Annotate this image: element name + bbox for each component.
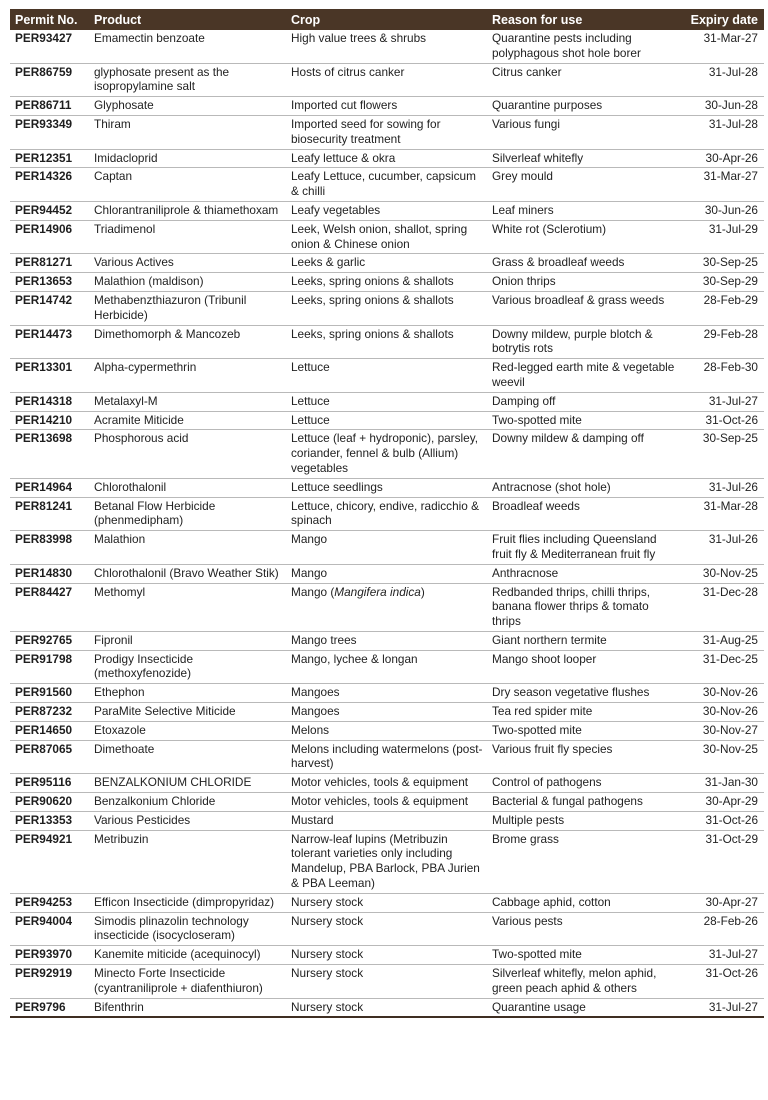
cell-crop: Nursery stock (286, 965, 487, 999)
table-row (10, 631, 764, 650)
cell-permit-no: PER90620 (10, 793, 89, 812)
cell-permit-no: PER9796 (10, 998, 89, 1017)
crop-text: Mango ( (291, 584, 335, 599)
cell-expiry-date: 31-Mar-27 (679, 30, 764, 63)
cell-permit-no: PER93427 (10, 30, 89, 63)
table-row (10, 703, 764, 722)
table-row (10, 30, 764, 63)
cell-reason: Quarantine pests including polyphagous shot hole borer (487, 30, 679, 63)
cell-permit-no: PER14210 (10, 411, 89, 430)
table-row (10, 254, 764, 273)
cell-product: Imidacloprid (89, 149, 286, 168)
cell-reason: Anthracnose (487, 564, 679, 583)
cell-product: ParaMite Selective Miticide (89, 703, 286, 722)
cell-crop: Mango trees (286, 631, 487, 650)
cell-expiry-date: 30-Apr-27 (679, 893, 764, 912)
cell-reason: Tea red spider mite (487, 703, 679, 722)
cell-reason: Quarantine usage (487, 998, 679, 1017)
cell-expiry-date: 30-Apr-29 (679, 793, 764, 812)
cell-permit-no: PER91798 (10, 650, 89, 684)
cell-crop: Lettuce seedlings (286, 478, 487, 497)
cell-product: Benzalkonium Chloride (89, 793, 286, 812)
cell-expiry-date: 30-Nov-25 (679, 564, 764, 583)
cell-product: Metalaxyl-M (89, 392, 286, 411)
table-row (10, 201, 764, 220)
cell-permit-no: PER83998 (10, 531, 89, 565)
table-row (10, 97, 764, 116)
cell-crop: Melons (286, 721, 487, 740)
table-row (10, 63, 764, 97)
cell-product: Triadimenol (89, 220, 286, 254)
cell-expiry-date: 28-Feb-29 (679, 291, 764, 325)
header-product: Product (89, 9, 286, 30)
cell-reason: Fruit flies including Queensland fruit fly & Mediterranean fruit fly (487, 531, 679, 565)
cell-permit-no: PER14318 (10, 392, 89, 411)
cell-crop: Mustard (286, 811, 487, 830)
cell-expiry-date: 30-Jun-28 (679, 97, 764, 116)
table-row (10, 912, 764, 946)
cell-crop: Motor vehicles, tools & equipment (286, 793, 487, 812)
cell-reason: Various broadleaf & grass weeds (487, 291, 679, 325)
cell-reason: Various pests (487, 912, 679, 946)
cell-permit-no: PER94921 (10, 830, 89, 893)
table-row (10, 564, 764, 583)
cell-crop: Leafy Lettuce, cucumber, capsicum & chilli (286, 168, 487, 202)
cell-product: Methabenzthiazuron (Tribunil Herbicide) (89, 291, 286, 325)
table-row (10, 392, 764, 411)
header-permit-no: Permit No. (10, 9, 89, 30)
cell-crop: Leeks, spring onions & shallots (286, 273, 487, 292)
cell-permit-no: PER14906 (10, 220, 89, 254)
cell-reason: Silverleaf whitefly (487, 149, 679, 168)
cell-reason: Redbanded thrips, chilli thrips, banana flower thrips & tomato thrips (487, 583, 679, 631)
cell-permit-no: PER12351 (10, 149, 89, 168)
table-row (10, 830, 764, 893)
cell-reason: Various fungi (487, 115, 679, 149)
cell-permit-no: PER92919 (10, 965, 89, 999)
cell-permit-no: PER13698 (10, 430, 89, 478)
cell-product: Dimethoate (89, 740, 286, 774)
cell-product: Phosphorous acid (89, 430, 286, 478)
cell-expiry-date: 31-Oct-26 (679, 811, 764, 830)
table-row (10, 220, 764, 254)
cell-expiry-date: 29-Feb-28 (679, 325, 764, 359)
cell-reason: Two-spotted mite (487, 411, 679, 430)
cell-crop: Narrow-leaf lupins (Metribuzin tolerant varieties only including Mandelup, PBA Barlock, PBA Jurien & PBA Leeman) (286, 830, 487, 893)
cell-reason: Downy mildew & damping off (487, 430, 679, 478)
cell-product: Dimethomorph & Mancozeb (89, 325, 286, 359)
cell-crop: Mango (286, 531, 487, 565)
cell-reason: Red-legged earth mite & vegetable weevil (487, 359, 679, 393)
crop-text-suffix: ) (420, 584, 425, 599)
cell-product: Simodis plinazolin technology insecticide (isocycloseram) (89, 912, 286, 946)
cell-permit-no: PER13653 (10, 273, 89, 292)
cell-reason: Bacterial & fungal pathogens (487, 793, 679, 812)
cell-expiry-date: 31-Aug-25 (679, 631, 764, 650)
table-row (10, 531, 764, 565)
cell-crop: Nursery stock (286, 998, 487, 1017)
cell-product: Chlorothalonil (89, 478, 286, 497)
cell-crop: Mango, lychee & longan (286, 650, 487, 684)
cell-crop: Imported seed for sowing for biosecurity treatment (286, 115, 487, 149)
cell-product: Etoxazole (89, 721, 286, 740)
cell-reason: Dry season vegetative flushes (487, 684, 679, 703)
table-row (10, 946, 764, 965)
cell-expiry-date: 30-Nov-26 (679, 684, 764, 703)
cell-crop: Mangoes (286, 684, 487, 703)
cell-product: Chlorantraniliprole & thiamethoxam (89, 201, 286, 220)
cell-product: Metribuzin (89, 830, 286, 893)
cell-product: Acramite Miticide (89, 411, 286, 430)
cell-expiry-date: 31-Jul-28 (679, 63, 764, 97)
table-row (10, 893, 764, 912)
cell-permit-no: PER91560 (10, 684, 89, 703)
cell-expiry-date: 31-Jul-27 (679, 946, 764, 965)
table-row (10, 965, 764, 999)
cell-crop: Leeks, spring onions & shallots (286, 325, 487, 359)
cell-permit-no: PER94452 (10, 201, 89, 220)
cell-crop: Motor vehicles, tools & equipment (286, 774, 487, 793)
table-row (10, 721, 764, 740)
cell-product: glyphosate present as the isopropylamine salt (89, 63, 286, 97)
cell-permit-no: PER93970 (10, 946, 89, 965)
cell-crop: Imported cut flowers (286, 97, 487, 116)
cell-expiry-date: 30-Sep-25 (679, 254, 764, 273)
cell-permit-no: PER95116 (10, 774, 89, 793)
cell-product: Betanal Flow Herbicide (phenmedipham) (89, 497, 286, 531)
cell-product: Alpha-cypermethrin (89, 359, 286, 393)
cell-reason: Two-spotted mite (487, 946, 679, 965)
cell-permit-no: PER13301 (10, 359, 89, 393)
cell-permit-no: PER93349 (10, 115, 89, 149)
cell-reason: Multiple pests (487, 811, 679, 830)
cell-permit-no: PER84427 (10, 583, 89, 631)
cell-product: Efficon Insecticide (dimpropyridaz) (89, 893, 286, 912)
cell-crop: Leek, Welsh onion, shallot, spring onion & Chinese onion (286, 220, 487, 254)
table-row (10, 273, 764, 292)
cell-permit-no: PER94253 (10, 893, 89, 912)
cell-reason: Citrus canker (487, 63, 679, 97)
cell-permit-no: PER13353 (10, 811, 89, 830)
cell-expiry-date: 31-Jul-26 (679, 531, 764, 565)
table-row (10, 115, 764, 149)
table-row (10, 411, 764, 430)
cell-crop: Melons including watermelons (post-harvest) (286, 740, 487, 774)
cell-expiry-date: 30-Nov-27 (679, 721, 764, 740)
cell-product: Methomyl (89, 583, 286, 631)
cell-reason: Leaf miners (487, 201, 679, 220)
table-row (10, 497, 764, 531)
cell-reason: Control of pathogens (487, 774, 679, 793)
cell-crop: Leafy lettuce & okra (286, 149, 487, 168)
cell-expiry-date: 30-Apr-26 (679, 149, 764, 168)
cell-product: Malathion (maldison) (89, 273, 286, 292)
cell-reason: Onion thrips (487, 273, 679, 292)
cell-crop: Hosts of citrus canker (286, 63, 487, 97)
cell-expiry-date: 31-Dec-28 (679, 583, 764, 631)
cell-permit-no: PER14964 (10, 478, 89, 497)
cell-crop: Leeks & garlic (286, 254, 487, 273)
table-row (10, 359, 764, 393)
cell-product: Malathion (89, 531, 286, 565)
cell-reason: Downy mildew, purple blotch & botrytis rots (487, 325, 679, 359)
cell-product: Thiram (89, 115, 286, 149)
cell-product: Glyphosate (89, 97, 286, 116)
cell-product: Minecto Forte Insecticide (cyantraniliprole + diafenthiuron) (89, 965, 286, 999)
cell-crop: Lettuce (286, 392, 487, 411)
cell-permit-no: PER14742 (10, 291, 89, 325)
cell-permit-no: PER14473 (10, 325, 89, 359)
cell-expiry-date: 30-Nov-25 (679, 740, 764, 774)
cell-product: Chlorothalonil (Bravo Weather Stik) (89, 564, 286, 583)
cell-permit-no: PER81241 (10, 497, 89, 531)
cell-reason: Giant northern termite (487, 631, 679, 650)
cell-reason: Two-spotted mite (487, 721, 679, 740)
cell-permit-no: PER94004 (10, 912, 89, 946)
cell-expiry-date: 31-Jul-27 (679, 392, 764, 411)
table-row (10, 325, 764, 359)
header-row (10, 9, 764, 30)
cell-expiry-date: 31-Dec-25 (679, 650, 764, 684)
cell-reason: Cabbage aphid, cotton (487, 893, 679, 912)
header-crop: Crop (286, 9, 487, 30)
cell-crop: Nursery stock (286, 946, 487, 965)
cell-product: Bifenthrin (89, 998, 286, 1017)
cell-expiry-date: 31-Oct-26 (679, 965, 764, 999)
cell-crop: High value trees & shrubs (286, 30, 487, 63)
cell-expiry-date: 30-Sep-29 (679, 273, 764, 292)
cell-crop: Mangoes (286, 703, 487, 722)
cell-crop: Leafy vegetables (286, 201, 487, 220)
table-row (10, 650, 764, 684)
table-row (10, 149, 764, 168)
table-row (10, 811, 764, 830)
cell-expiry-date: 28-Feb-30 (679, 359, 764, 393)
cell-expiry-date: 30-Sep-25 (679, 430, 764, 478)
cell-expiry-date: 31-Mar-27 (679, 168, 764, 202)
table-row (10, 998, 764, 1017)
cell-crop: Lettuce (286, 411, 487, 430)
cell-crop: Mango (286, 564, 487, 583)
permit-table (10, 9, 764, 1018)
cell-reason: Silverleaf whitefly, melon aphid, green peach aphid & others (487, 965, 679, 999)
cell-permit-no: PER92765 (10, 631, 89, 650)
cell-permit-no: PER87065 (10, 740, 89, 774)
cell-product: Fipronil (89, 631, 286, 650)
cell-permit-no: PER14650 (10, 721, 89, 740)
cell-reason: Various fruit fly species (487, 740, 679, 774)
cell-reason: White rot (Sclerotium) (487, 220, 679, 254)
permit-table-container (10, 9, 764, 1018)
cell-product: Prodigy Insecticide (methoxyfenozide) (89, 650, 286, 684)
cell-crop: Lettuce (leaf + hydroponic), parsley, coriander, fennel & bulb (Allium) vegetables (286, 430, 487, 478)
cell-expiry-date: 31-Jul-26 (679, 478, 764, 497)
table-body (10, 30, 764, 1017)
cell-crop (286, 583, 487, 631)
table-row (10, 291, 764, 325)
cell-reason: Brome grass (487, 830, 679, 893)
cell-product: Various Actives (89, 254, 286, 273)
cell-product: Kanemite miticide (acequinocyl) (89, 946, 286, 965)
cell-reason: Antracnose (shot hole) (487, 478, 679, 497)
table-row (10, 583, 764, 631)
header-expiry-date: Expiry date (679, 9, 764, 30)
table-row (10, 478, 764, 497)
cell-crop: Leeks, spring onions & shallots (286, 291, 487, 325)
cell-crop: Lettuce (286, 359, 487, 393)
cell-reason: Mango shoot looper (487, 650, 679, 684)
cell-reason: Grass & broadleaf weeds (487, 254, 679, 273)
cell-expiry-date: 31-Jan-30 (679, 774, 764, 793)
cell-crop: Nursery stock (286, 893, 487, 912)
table-row (10, 774, 764, 793)
cell-crop: Lettuce, chicory, endive, radicchio & spinach (286, 497, 487, 531)
table-row (10, 740, 764, 774)
table-row (10, 430, 764, 478)
cell-expiry-date: 31-Jul-29 (679, 220, 764, 254)
cell-product: Various Pesticides (89, 811, 286, 830)
cell-permit-no: PER14326 (10, 168, 89, 202)
cell-permit-no: PER87232 (10, 703, 89, 722)
cell-expiry-date: 31-Mar-28 (679, 497, 764, 531)
cell-product: Ethephon (89, 684, 286, 703)
cell-permit-no: PER86711 (10, 97, 89, 116)
cell-permit-no: PER81271 (10, 254, 89, 273)
table-row (10, 168, 764, 202)
table-header (10, 9, 764, 30)
cell-expiry-date: 30-Nov-26 (679, 703, 764, 722)
cell-expiry-date: 31-Jul-27 (679, 998, 764, 1017)
cell-product: Emamectin benzoate (89, 30, 286, 63)
cell-reason: Quarantine purposes (487, 97, 679, 116)
cell-reason: Broadleaf weeds (487, 497, 679, 531)
cell-expiry-date: 30-Jun-26 (679, 201, 764, 220)
cell-reason: Grey mould (487, 168, 679, 202)
cell-permit-no: PER86759 (10, 63, 89, 97)
cell-crop: Nursery stock (286, 912, 487, 946)
cell-product: Captan (89, 168, 286, 202)
cell-expiry-date: 31-Oct-26 (679, 411, 764, 430)
table-row (10, 684, 764, 703)
cell-expiry-date: 28-Feb-26 (679, 912, 764, 946)
cell-product: BENZALKONIUM CHLORIDE (89, 774, 286, 793)
table-row (10, 793, 764, 812)
cell-reason: Damping off (487, 392, 679, 411)
header-reason: Reason for use (487, 9, 679, 30)
cell-permit-no: PER14830 (10, 564, 89, 583)
cell-expiry-date: 31-Oct-29 (679, 830, 764, 893)
cell-expiry-date: 31-Jul-28 (679, 115, 764, 149)
crop-scientific-name: Mangifera indica (334, 584, 421, 599)
